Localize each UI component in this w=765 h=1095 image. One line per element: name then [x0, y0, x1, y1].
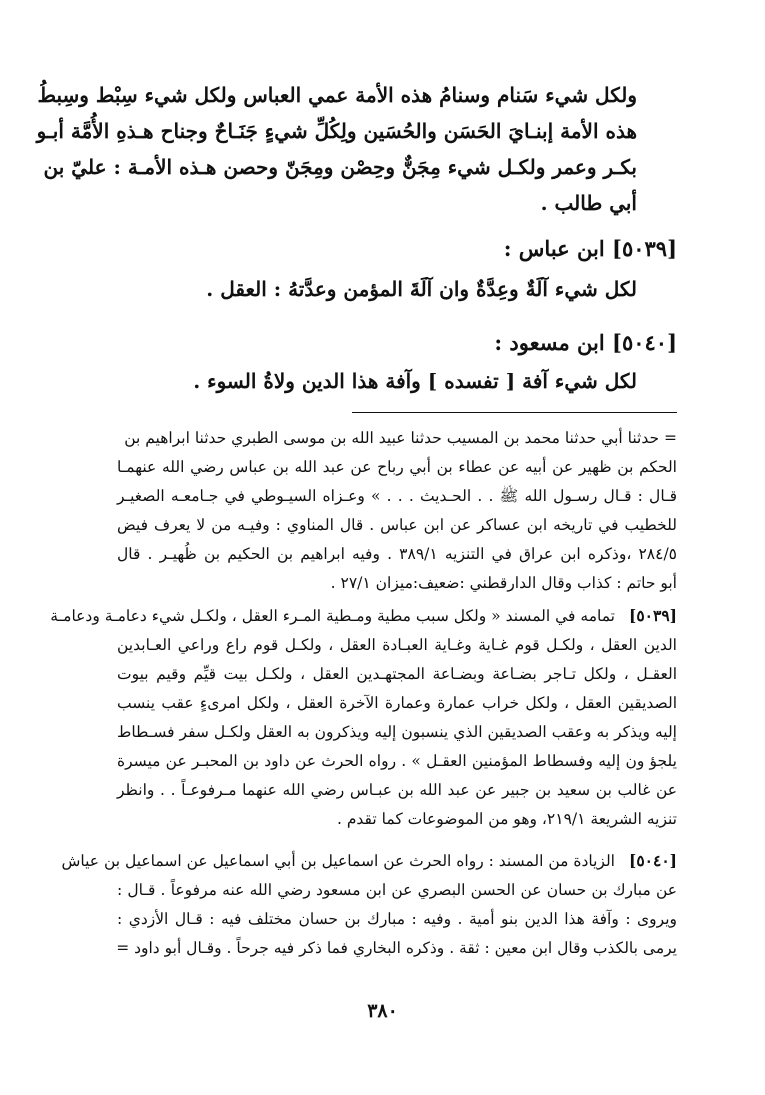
footnote-5039-line-3: العقـل ، ولكل تـاجر بضـاعة وبضـاعة المجتهـدين العقل ، ولكـل بيت قيِّم وقيم بيوت [117, 665, 677, 683]
entry-5039-number: [٥٠٣٩] [612, 236, 677, 261]
footnote-5039-line-5: إليه ويذكر به وعقب الصديقين الذي ينسبون إليه ويذكرون به العقل ولكـل سفر فسـطاط [117, 723, 677, 741]
footnote-5040-line-4: يرمى بالكذب وقال ابن معين : ثقة . وذكره البخاري فما ذكر فيه جرحاً . وقـال أبو داود = [116, 939, 677, 957]
entry-5040-heading [494, 326, 677, 360]
main-text-line-1: ولكل شيء سَنام وسنامُ هذه الأمة عمي العباس ولكل شيء سِبْط وسِبطُ [37, 83, 637, 107]
main-text-line-2: هذه الأمة إبنـايَ الحَسَن والحُسَين ولِكُلِّ شيءٍ جَنَـاحٌ وجناح هـذهِ الأُمَّة أبـو [36, 119, 637, 143]
footnote-5039-number: [٥٠٣٩] [629, 606, 677, 625]
footnote-5040-number: [٥٠٤٠] [629, 851, 677, 870]
footnote-continuation-line-5: ٢٨٤/٥ ،وذكره ابن عراق في التنزيه ٣٨٩/١ . وفيه ابراهيم بن الحكيم بن ظُهيـر . قال [117, 545, 677, 563]
entry-5040-text: لكل شيء آفة [ تفسده ] وآفة هذا الدين ولاةُ السوء . [193, 369, 637, 393]
entry-5040-narrator: ابن مسعود : [494, 330, 605, 355]
footnote-5039-line-4: الصديقين العقل ، ولكل خراب عمارة وعمارة الآخرة العقل ، ولكل امرىءٍ عقب ينسب [117, 694, 677, 712]
footnote-separator [352, 412, 677, 413]
entry-5039-text: لكل شيء آلَةٌ وعِدَّةٌ وان آلَةَ المؤمن وعدَّتهُ : العقل . [206, 277, 637, 301]
footnote-continuation-line-1: = حدثنا أبي حدثنا محمد بن المسيب حدثنا عبيد الله بن موسى الطبري حدثنا ابراهيم بن [124, 429, 677, 447]
entry-5039-heading [504, 232, 677, 266]
main-text-line-3: بكـر وعمر ولكـل شيء مِجَنٌّ وحِصْن ومِجَنّ وحصن هـذه الأمـة : عليّ بن [43, 155, 637, 179]
footnote-5039-line-2: الدين العقل ، ولكـل قوم غـاية وغـاية العبـادة العقل ، ولكـل قوم راع وراعي العـابدين [117, 636, 677, 654]
footnote-5039-line-6: يلجؤ ون إليه وفسطاط المؤمنين العقـل » . رواه الحرث عن داود بن المحبـر عن ميسرة [117, 752, 677, 770]
page-number: ٣٨٠ [367, 1000, 398, 1022]
footnote-5039-line-7: عن غالب بن سعيد بن جبير عن عبد الله بن عبـاس رضي الله عنهما مـرفوعـاً . . وانظر [117, 781, 677, 799]
entry-5040-number: [٥٠٤٠] [612, 330, 677, 355]
footnote-continuation-line-6: أبو حاتم : كذاب وقال الدارقطني :ضعيف:ميزان ٢٧/١ . [330, 574, 677, 592]
footnote-5039-line-1: تمامه في المسند « ولكل سبب مطية ومـطية المـرء العقل ، ولكـل شيء دعامـة ودعامـة [50, 607, 615, 625]
main-text-line-4: أبي طالب . [540, 191, 637, 215]
footnote-5040-line-1: الزيادة من المسند : رواه الحرث عن اسماعيل بن أبي اسماعيل عن اسماعيل بن عياش [61, 852, 615, 870]
footnote-continuation-line-2: الحكم بن ظهير عن أبيه عن عطاء بن أبي رباح عن عبد الله بن عباس رضي الله عنهمـا [117, 458, 677, 476]
footnote-5040-line-3: ويروى : وآفة هذا الدين بنو أمية . وفيه : مبارك بن حسان مختلف فيه : قـال الأزدي : [117, 910, 677, 928]
entry-5039-narrator: ابن عباس : [503, 236, 605, 261]
footnote-5039-line-8: تنزيه الشريعة ٢١٩/١، وهو من الموضوعات كما تقدم . [336, 810, 677, 828]
footnote-continuation-line-4: للخطيب في تاريخه ابن عساكر عن ابن عباس . قال المناوي : وفيـه من لا يعرف فيض [117, 516, 677, 534]
footnote-5040-line-2: عن مبارك بن حسان عن الحسن البصري عن ابن مسعود رضي الله عنه مرفوعاً . قـال : [117, 881, 677, 899]
footnote-continuation-line-3: قـال : قـال رسـول الله ﷺ . . الحـديث . . . » وعـزاه السيـوطي في جـامعـه الصغيـر [117, 487, 677, 505]
